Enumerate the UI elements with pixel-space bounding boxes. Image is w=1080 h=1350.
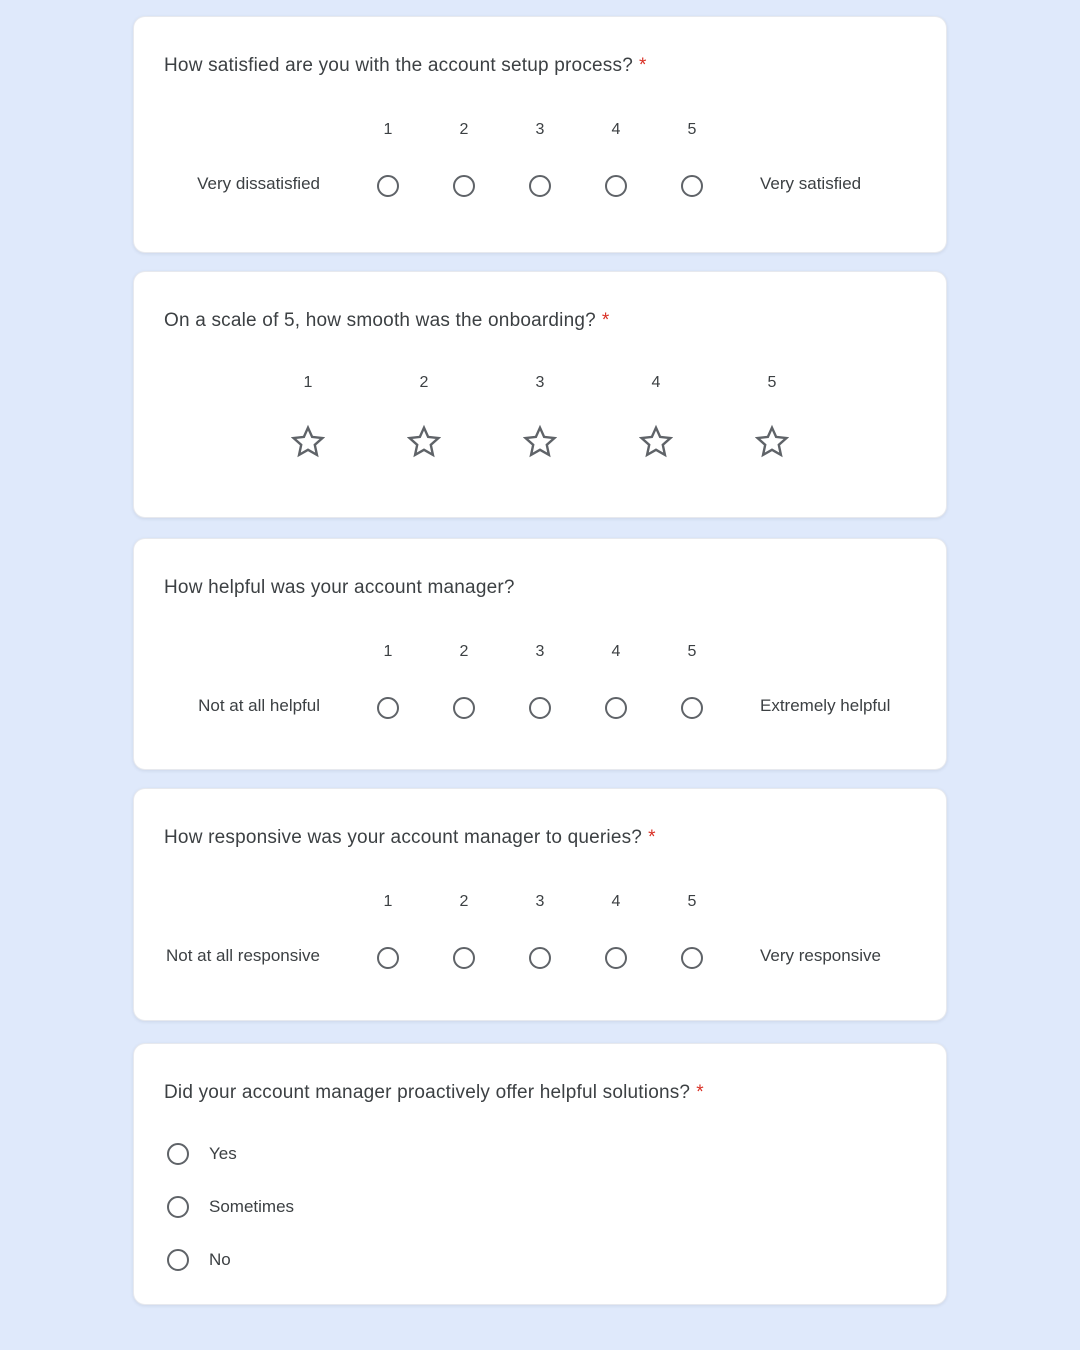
- scale-column: [654, 119, 730, 197]
- star-button[interactable]: [407, 424, 441, 458]
- scale-radio[interactable]: [377, 947, 399, 969]
- star-column: [598, 372, 714, 458]
- scale-columns: [350, 119, 730, 197]
- scale-left-label: Not at all responsive: [165, 946, 320, 965]
- linear-scale: [164, 119, 916, 197]
- scale-radio[interactable]: [605, 175, 627, 197]
- star-icon: [407, 424, 441, 458]
- question-title: [164, 575, 916, 601]
- scale-number: 4: [611, 893, 621, 910]
- scale-radio[interactable]: [681, 697, 703, 719]
- scale-column: [578, 641, 654, 719]
- scale-radio[interactable]: [605, 697, 627, 719]
- scale-column: [654, 891, 730, 969]
- question-card-3: [133, 538, 947, 770]
- star-column: [482, 372, 598, 458]
- question-card-4: [133, 788, 947, 1021]
- question-title: [164, 308, 916, 334]
- scale-column: [426, 891, 502, 969]
- scale-number: 2: [419, 374, 429, 391]
- scale-radio[interactable]: [377, 175, 399, 197]
- scale-right-label: Very responsive: [760, 946, 881, 965]
- scale-radio[interactable]: [681, 175, 703, 197]
- scale-number: 1: [383, 643, 393, 660]
- star-rating: [250, 372, 830, 458]
- scale-number: 2: [459, 643, 469, 660]
- question-title: [164, 1080, 916, 1106]
- scale-radio[interactable]: [377, 697, 399, 719]
- scale-radio[interactable]: [453, 697, 475, 719]
- choice-radio[interactable]: [167, 1196, 189, 1218]
- question-card-5: [133, 1043, 947, 1305]
- question-title-text: How satisfied are you with the account setup process?: [164, 55, 633, 76]
- question-title-text: How responsive was your account manager to queries?: [164, 827, 643, 848]
- scale-right-label: Extremely helpful: [760, 696, 891, 715]
- linear-scale: [164, 641, 916, 719]
- scale-left-label: Not at all helpful: [198, 696, 320, 715]
- scale-number: 1: [383, 121, 393, 138]
- form-column: [133, 0, 947, 1305]
- scale-left-label: Very dissatisfied: [197, 174, 320, 193]
- scale-radio[interactable]: [605, 947, 627, 969]
- scale-number: 1: [303, 374, 313, 391]
- star-button[interactable]: [523, 424, 557, 458]
- scale-number: 1: [383, 893, 393, 910]
- star-column: [250, 372, 366, 458]
- required-asterisk: *: [648, 827, 656, 848]
- star-icon: [523, 424, 557, 458]
- choice-label: No: [209, 1250, 231, 1269]
- star-button[interactable]: [291, 424, 325, 458]
- linear-scale: [164, 891, 916, 969]
- scale-columns: [350, 641, 730, 719]
- question-title-text: How helpful was your account manager?: [164, 577, 515, 598]
- choice-list: [164, 1142, 916, 1272]
- star-button[interactable]: [755, 424, 789, 458]
- scale-column: [426, 119, 502, 197]
- choice-option[interactable]: [164, 1142, 916, 1166]
- scale-columns: [350, 891, 730, 969]
- scale-column: [578, 891, 654, 969]
- scale-column: [578, 119, 654, 197]
- scale-number: 2: [459, 121, 469, 138]
- question-title: [164, 825, 916, 851]
- scale-column: [350, 891, 426, 969]
- scale-column: [350, 119, 426, 197]
- scale-number: 4: [651, 374, 661, 391]
- choice-radio[interactable]: [167, 1249, 189, 1271]
- scale-number: 4: [611, 121, 621, 138]
- scale-radio[interactable]: [529, 947, 551, 969]
- scale-number: 3: [535, 643, 545, 660]
- scale-radio[interactable]: [529, 175, 551, 197]
- star-icon: [755, 424, 789, 458]
- required-asterisk: *: [696, 1082, 704, 1103]
- scale-column: [502, 119, 578, 197]
- required-asterisk: *: [638, 55, 647, 76]
- scale-radio[interactable]: [453, 947, 475, 969]
- scale-number: 5: [687, 643, 697, 660]
- scale-number: 5: [687, 121, 697, 138]
- choice-radio[interactable]: [167, 1143, 189, 1165]
- scale-radio[interactable]: [529, 697, 551, 719]
- scale-number: 5: [687, 893, 697, 910]
- scale-radio[interactable]: [453, 175, 475, 197]
- scale-number: 2: [459, 893, 469, 910]
- star-icon: [639, 424, 673, 458]
- star-column: [714, 372, 830, 458]
- question-card-1: [133, 16, 947, 253]
- choice-label: Sometimes: [209, 1197, 295, 1216]
- scale-number: 3: [535, 893, 545, 910]
- question-title-text: Did your account manager proactively offer helpful solutions?: [164, 1082, 691, 1103]
- scale-number: 4: [611, 643, 621, 660]
- scale-right-label: Very satisfied: [760, 174, 862, 193]
- star-button[interactable]: [639, 424, 673, 458]
- star-icon: [291, 424, 325, 458]
- required-asterisk: *: [601, 310, 610, 331]
- question-title: [164, 53, 916, 79]
- star-column: [366, 372, 482, 458]
- scale-column: [502, 641, 578, 719]
- choice-label: Yes: [209, 1144, 237, 1163]
- scale-column: [350, 641, 426, 719]
- scale-radio[interactable]: [681, 947, 703, 969]
- choice-option[interactable]: [164, 1195, 916, 1219]
- choice-option[interactable]: [164, 1248, 916, 1272]
- scale-column: [426, 641, 502, 719]
- scale-column: [502, 891, 578, 969]
- question-card-2: [133, 271, 947, 518]
- scale-number: 5: [767, 374, 777, 391]
- scale-number: 3: [535, 121, 545, 138]
- question-title-text: On a scale of 5, how smooth was the onboarding?: [164, 310, 596, 331]
- scale-number: 3: [535, 374, 545, 391]
- scale-column: [654, 641, 730, 719]
